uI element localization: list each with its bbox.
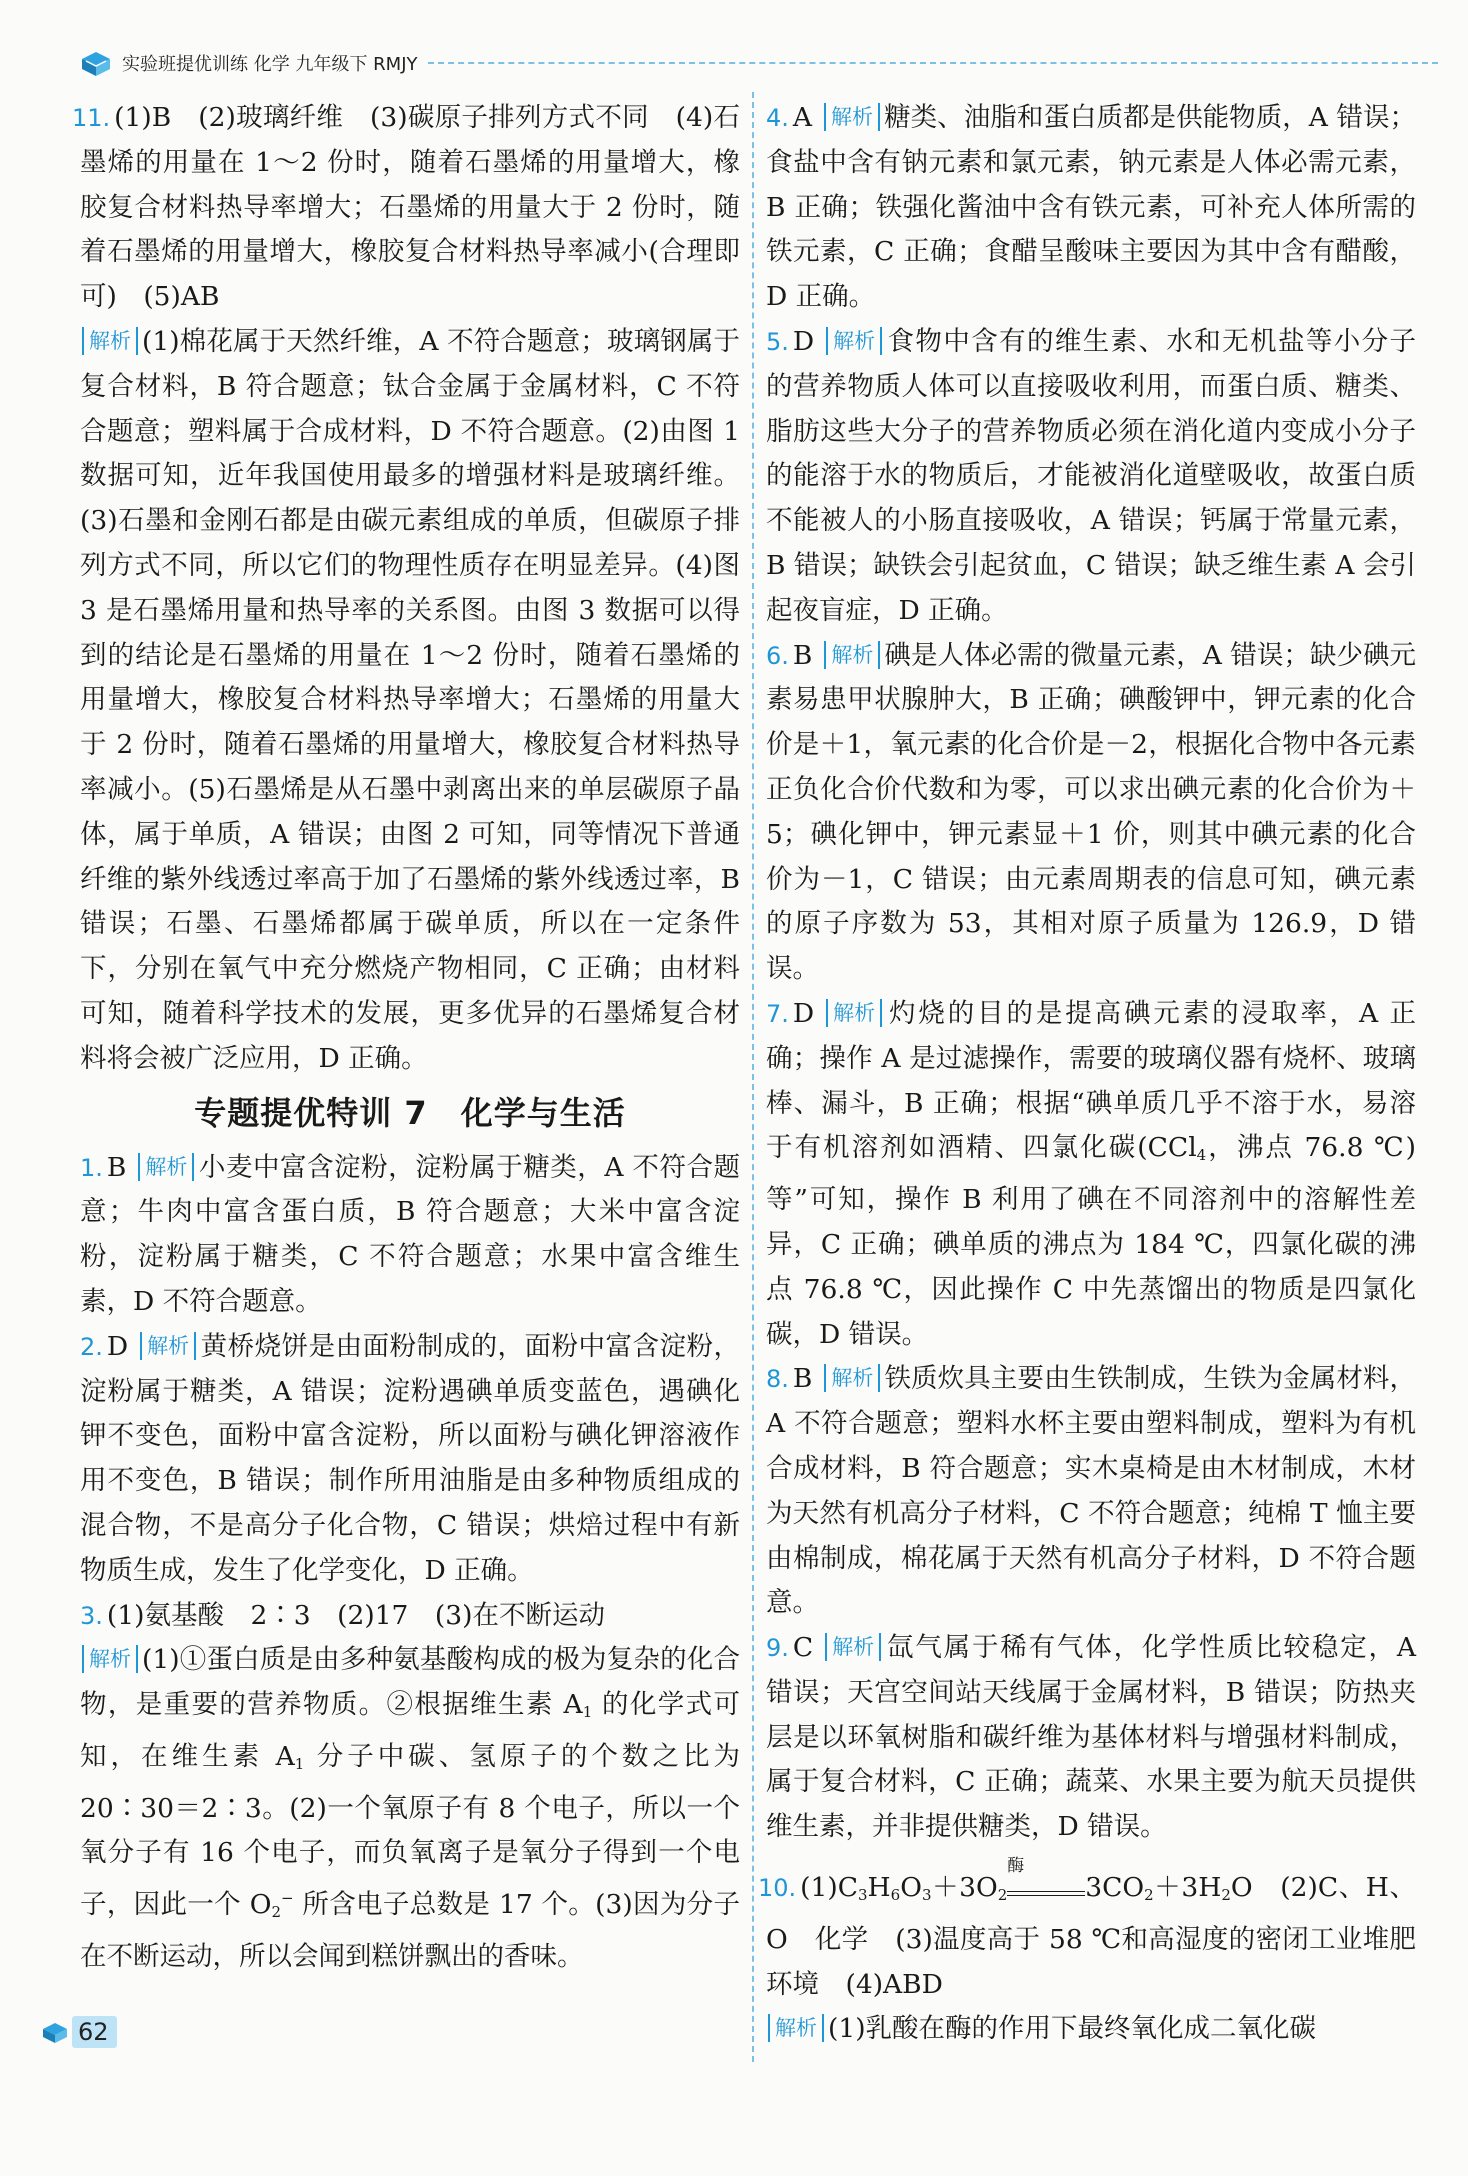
equation-part: O: [1230, 1872, 1253, 1904]
subscript: 2: [1144, 1886, 1154, 1905]
header-title: 实验班提优训练 化学 九年级下 RMJY: [122, 54, 418, 75]
analysis-tag: 解析: [824, 641, 880, 669]
analysis-text: 所含电子总数是 17 个。(3)因为分子在不断运动，所以会闻到糕饼飘出的香味。: [80, 1889, 741, 1972]
subscript: 2: [1221, 1886, 1231, 1905]
enzyme-label: 酶: [1007, 1856, 1025, 1877]
page-header: [78, 46, 1438, 80]
answer-text: (1)B (2)玻璃纤维 (3)碳原子排列方式不同 (4)石墨烯的用量在 1～2 份时，随着石墨烯的用量增大，橡胶复合材料热导率增大；石墨烯的用量大于 2 份时，随着石墨烯的用量增大，橡胶复合材料热导率减小(合理即可) (5)AB: [80, 102, 740, 313]
question-2: [80, 1325, 740, 1594]
answer-text: D: [792, 325, 815, 357]
equation-part: ＋3H: [1153, 1872, 1222, 1904]
question-number: 9.: [766, 1634, 789, 1663]
subscript: 3: [921, 1886, 932, 1905]
analysis-text: 小麦中富含淀粉，淀粉属于糖类，A 不符合题意；牛肉中富含蛋白质，B 符合题意；大米中富含淀粉，淀粉属于糖类，C 不符合题意；水果中富含维生素，D 不符合题意。: [80, 1151, 740, 1317]
page-footer: [40, 2016, 117, 2048]
answer-text: A: [792, 102, 813, 133]
analysis-text: 食物中含有的维生素、水和无机盐等小分子的营养物质人体可以直接吸收利用，而蛋白质、糖类、脂肪这些大分子的营养物质必须在消化道内变成小分子的能溶于水的物质后，才能被消化道壁吸收，故蛋白质不能被人的小肠直接吸收，A 错误；钙属于常量元素，B 错误；缺铁会引起贫血，C 错误；缺乏维生素 A 会引起夜盲症，D 正确。: [766, 325, 1416, 626]
header-rule: [428, 62, 1438, 64]
equation-part: ＋3O: [931, 1872, 998, 1904]
answer-text: B: [792, 639, 813, 671]
equation-part: H: [867, 1872, 891, 1904]
answer-text: B: [792, 1363, 813, 1395]
analysis-tag: 解析: [826, 327, 882, 355]
book-logo-icon: [40, 2017, 70, 2047]
question-11-analysis: [80, 320, 740, 1082]
subscript: 3: [858, 1886, 868, 1905]
reaction-arrow: [1007, 1856, 1085, 1896]
question-4: [766, 96, 1416, 320]
question-number: 3.: [80, 1601, 103, 1630]
question-number: 11.: [72, 104, 111, 132]
question-3: [80, 1594, 740, 1639]
question-number: 4.: [766, 104, 789, 132]
equation-part: 3CO: [1085, 1872, 1145, 1904]
analysis-text: 糖类、油脂和蛋白质都是供能物质，A 错误；食盐中含有钠元素和氯元素，钠元素是人体必需元素，B 正确；铁强化酱油中含有铁元素，可补充人体所需的铁元素，C 正确；食醋呈酸味主要因为其中含有醋酸，D 正确。: [766, 102, 1416, 313]
column-divider: [752, 92, 754, 2062]
analysis-tag: 解析: [826, 999, 882, 1027]
analysis-text: ，沸点 76.8 ℃)等”可知，操作 B 利用了碘在不同溶剂中的溶解性差异，C 正确；碘单质的沸点为 184 ℃，四氯化碳的沸点 76.8 ℃，因此操作 C 中先蒸馏出的物质是四氯化碳，D 错误。: [766, 1132, 1416, 1350]
answer-text: D: [792, 997, 815, 1029]
analysis-tag: 解析: [825, 1633, 881, 1661]
double-bar: [1007, 1891, 1085, 1896]
analysis-text: (1)棉花属于天然纤维，A 不符合题意；玻璃钢属于复合材料，B 符合题意；钛合金属于金属材料，C 不符合题意；塑料属于合成材料，D 不符合题意。(2)由图 1 数据可知，近年我国使用最多的增强材料是玻璃纤维。(3)石墨和金刚石都是由碳元素组成的单质，但碳原子排列方式不同，所以它们的物理性质存在明显差异。(4)图 3 是石墨烯用量和热导率的关系图。由图 3 数据可以得到的结论是石墨烯的用量在 1～2 份时，随着石墨烯的用量增大，橡胶复合材料热导率增大；石墨烯的用量大于 2 份时，随着石墨烯的用量增大，橡胶复合材料热导率减小。(5)石墨烯是从石墨中剥离出来的单层碳原子晶体，属于单质，A 错误；由图 2 可知，同等情况下普通纤维的紫外线透过率高于加了石墨烯的紫外线透过率，B 错误；石墨、石墨烯都属于碳单质，所以在一定条件下，分别在氧气中充分燃烧产物相同，C 正确；由材料可知，随着科学技术的发展，更多优异的石墨烯复合材料将会被广泛应用，D 正确。: [80, 325, 740, 1074]
analysis-text: (1)①蛋白质是由多种氨基酸构成的极为复杂的化合物，是重要的营养物质。②根据维生素 A: [80, 1644, 740, 1721]
superscript: −: [281, 1889, 294, 1908]
analysis-text: 的化学式可知，在维生素 A: [80, 1689, 740, 1772]
analysis-tag: 解析: [824, 103, 880, 131]
question-7: [766, 992, 1416, 1357]
analysis-tag: 解析: [82, 327, 138, 355]
answer-text: B: [106, 1151, 127, 1183]
question-number: 7.: [766, 999, 789, 1028]
question-9: [766, 1626, 1416, 1850]
analysis-text: 分子中碳、氢原子的个数之比为 20∶30＝2∶3。(2)一个氧原子有 8 个电子，所以一个氧分子有 16 个电子，而负氧离子是氧分子得到一个电子，因此一个 O: [80, 1740, 740, 1921]
analysis-tag: 解析: [768, 2014, 824, 2042]
analysis-text: 碘是人体必需的微量元素，A 错误；缺少碘元素易患甲状腺肿大，B 正确；碘酸钾中，钾元素的化合价是＋1，氧元素的化合价是－2，根据化合物中各元素正负化合价代数和为零，可以求出碘元素的化合价为＋5；碘化钾中，钾元素显＋1 价，则其中碘元素的化合价为－1，C 错误；由元素周期表的信息可知，碘元素的原子序数为 53，其相对原子质量为 126.9，D 错误。: [766, 639, 1416, 985]
subscript: 2: [997, 1886, 1008, 1905]
analysis-tag: 解析: [138, 1153, 194, 1181]
question-number: 6.: [766, 641, 789, 670]
question-10: [758, 1856, 1416, 2007]
analysis-tag: 解析: [824, 1364, 880, 1392]
equation-part: (1)C: [800, 1872, 858, 1904]
question-number: 2.: [80, 1332, 103, 1361]
analysis-text: 氙气属于稀有气体，化学性质比较稳定，A 错误；天宫空间站天线属于金属材料，B 错误；防热夹层是以环氧树脂和碳纤维为基体材料与增强材料制成，属于复合材料，C 正确；蔬菜、水果主要为航天员提供维生素，并非提供糖类，D 错误。: [766, 1632, 1416, 1843]
subscript: 2: [271, 1903, 282, 1922]
section-title: 专题提优特训 7 化学与生活: [194, 1093, 626, 1132]
left-column: [72, 96, 741, 1980]
answer-text: (2)C、H、O 化学 (3)温度高于 58 ℃和高湿度的密闭工业堆肥环境 (4)ABD: [766, 1872, 1416, 2000]
answer-text: C: [792, 1632, 814, 1664]
analysis-text: (1)乳酸在酶的作用下最终氧化成二氧化碳: [828, 2013, 1317, 2045]
subscript: 1: [294, 1754, 305, 1773]
question-8: [766, 1357, 1416, 1626]
equation-part: O: [900, 1872, 922, 1904]
analysis-tag: 解析: [140, 1332, 196, 1360]
page-number: 62: [72, 2016, 117, 2048]
analysis-text: 黄桥烧饼是由面粉制成的，面粉中富含淀粉，淀粉属于糖类，A 错误；淀粉遇碘单质变蓝色，遇碘化钾不变色，面粉中富含淀粉，所以面粉与碘化钾溶液作用不变色，B 错误；制作所用油脂是由多种物质组成的混合物，不是高分子化合物，C 错误；烘焙过程中有新物质生成，发生了化学变化，D 正确。: [80, 1330, 740, 1586]
question-6: [766, 634, 1416, 992]
right-column: [758, 96, 1416, 2052]
question-3-analysis: [80, 1638, 740, 1979]
question-number: 5.: [766, 327, 789, 356]
question-1: [80, 1146, 740, 1325]
question-number: 10.: [758, 1874, 797, 1903]
analysis-tag: 解析: [82, 1645, 138, 1673]
book-logo-icon: [78, 45, 114, 81]
subscript: 6: [890, 1886, 901, 1905]
analysis-text: 铁质炊具主要由生铁制成，生铁为金属材料，A 不符合题意；塑料水杯主要由塑料制成，塑料为有机合成材料，B 符合题意；实木桌椅是由木材制成，木材为天然有机高分子材料，C 不符合题意；纯棉 T 恤主要由棉制成，棉花属于天然有机高分子材料，D 不符合题意。: [766, 1363, 1416, 1619]
question-number: 1.: [80, 1153, 103, 1182]
analysis-text: 灼烧的目的是提高碘元素的浸取率，A 正确；操作 A 是过滤操作，需要的玻璃仪器有烧杯、玻璃棒、漏斗，B 正确；根据“碘单质几乎不溶于水，易溶于有机溶剂如酒精、四氯化碳(CCl: [766, 997, 1416, 1164]
question-11: [72, 96, 740, 320]
answer-text: (1)氨基酸 2∶3 (2)17 (3)在不断运动: [106, 1599, 605, 1631]
question-10-analysis: [766, 2007, 1416, 2052]
question-5: [766, 320, 1416, 634]
subscript: 1: [582, 1703, 593, 1722]
question-number: 8.: [766, 1365, 789, 1394]
answer-text: D: [106, 1330, 129, 1362]
subscript: 4: [1196, 1146, 1207, 1165]
